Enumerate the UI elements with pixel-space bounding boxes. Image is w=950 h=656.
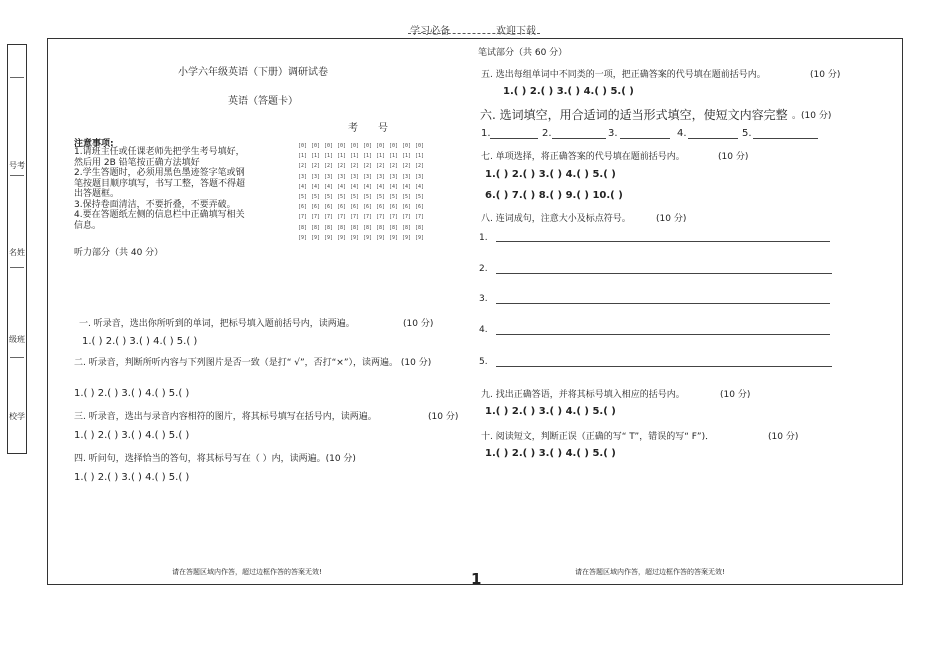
id-bubble[interactable]: [7] (389, 214, 399, 221)
q8-score: (10 分) (656, 214, 687, 224)
id-bubble[interactable]: [5] (337, 194, 347, 200)
q9-score: (10 分) (720, 390, 751, 400)
q8-answer-line-5[interactable] (496, 366, 832, 367)
id-bubble[interactable]: [0] (363, 143, 373, 149)
q2-title (74, 357, 474, 369)
id-bubble[interactable]: [6] (298, 204, 308, 211)
q1-score: (10 分) (403, 319, 434, 329)
id-bubble[interactable]: [3] (402, 173, 412, 180)
id-bubble[interactable]: [4] (363, 183, 373, 190)
id-bubble[interactable]: [3] (363, 173, 373, 180)
q6-blank-label: 2. (542, 128, 552, 139)
id-bubble[interactable]: [9] (324, 234, 334, 241)
q2-score: (10 分) (400, 358, 432, 368)
id-bubble[interactable]: [1] (337, 153, 347, 160)
notice-item: 1.请班主任或任课老师先把学生考号填好，然后用 2B 铅笔按正确方法填好 (74, 147, 245, 168)
footer-left-note: 请在答题区域内作答，超过边框作答的答案无效! (172, 568, 322, 576)
q10-score: (10 分) (768, 432, 799, 442)
q8-line-label: 4. (479, 325, 488, 335)
id-bubble[interactable]: [1] (363, 153, 373, 160)
id-bubble[interactable]: [2] (389, 163, 399, 170)
id-bubble[interactable]: [4] (298, 183, 308, 190)
id-bubble[interactable]: [7] (402, 214, 412, 221)
id-bubble[interactable]: [5] (415, 194, 425, 200)
q3-answers[interactable]: 1.( ) 2.( ) 3.( ) 4.( ) 5.( ) (74, 430, 190, 441)
id-bubble[interactable]: [9] (415, 234, 425, 241)
q3-title: 三. 听录音，选出与录音内容相符的图片，将其标号填写在括号内，读两遍。 (74, 412, 377, 422)
id-bubble[interactable]: [3] (415, 173, 425, 180)
id-bubble[interactable]: [7] (415, 214, 425, 221)
q7-score: (10 分) (718, 152, 749, 162)
q6-title: 六. 选词填空，用合适词的适当形式填空，使短文内容完整 (480, 108, 788, 122)
q7-title: 七. 单项选择，将正确答案的代号填在题前括号内。 (481, 152, 685, 162)
q6-blank-label: 4. (677, 128, 687, 139)
id-bubble[interactable]: [8] (298, 224, 308, 231)
id-bubble[interactable]: [9] (402, 234, 412, 241)
id-bubble[interactable]: [0] (389, 143, 399, 149)
q5-title: 五. 选出每组单词中不同类的一项，把正确答案的代号填在题前括号内。 (481, 70, 766, 80)
id-bubble[interactable]: [1] (415, 153, 425, 160)
id-bubble[interactable]: [4] (350, 183, 360, 190)
id-bubble[interactable]: [1] (389, 153, 399, 160)
q9-answers[interactable]: 1.( ) 2.( ) 3.( ) 4.( ) 5.( ) (485, 406, 616, 417)
id-bubble[interactable]: [2] (298, 163, 308, 170)
id-bubble[interactable]: [5] (376, 194, 386, 200)
id-bubble[interactable]: [9] (363, 234, 373, 241)
q10-title: 十. 阅读短文，判断正误（正确的写“ T”，错误的写“ F”)． (481, 432, 715, 442)
id-bubble[interactable]: [1] (311, 153, 321, 160)
id-bubble[interactable]: [0] (402, 143, 412, 149)
id-bubble[interactable]: [7] (311, 214, 321, 221)
id-bubble[interactable]: [6] (376, 204, 386, 211)
id-bubble[interactable]: [3] (350, 173, 360, 180)
id-bubble[interactable]: [4] (324, 183, 334, 190)
q8-answer-line-3[interactable] (496, 303, 830, 304)
id-bubble[interactable]: [0] (376, 143, 386, 149)
q8-title: 八. 连词成句，注意大小及标点符号。 (481, 214, 631, 224)
id-bubble[interactable]: [6] (311, 204, 321, 211)
id-bubble[interactable]: [1] (324, 153, 334, 160)
id-bubble[interactable]: [9] (389, 234, 399, 241)
id-bubble[interactable]: [8] (389, 224, 399, 231)
id-bubble[interactable]: [5] (324, 194, 334, 200)
header-left: 学习必备 (410, 26, 450, 37)
q4-title: 四. 听问句，选择恰当的答句，将其标号写在（ ）内，读两遍。(10 分) (74, 454, 356, 464)
q8-answer-line-1[interactable] (496, 241, 830, 242)
id-bubble[interactable]: [8] (350, 224, 360, 231)
id-bubble[interactable]: [5] (363, 194, 373, 200)
exam-id-label: 考 号 (348, 123, 388, 134)
id-bubble[interactable]: [5] (298, 194, 308, 200)
notice-heading: 注意事项: (74, 139, 114, 149)
sidebar-label-name: 名姓 (9, 248, 25, 257)
id-bubble[interactable]: [4] (415, 183, 425, 190)
q2-title-text: 二. 听录音，判断所听内容与下列图片是否一致（是打“ √”，否打“×”），读两遍。 (74, 358, 399, 368)
id-bubble[interactable]: [0] (298, 143, 308, 149)
id-bubble[interactable]: [4] (337, 183, 347, 190)
id-bubble[interactable]: [8] (363, 224, 373, 231)
info-sidebar (7, 44, 27, 454)
q6-blank-label: 1. (481, 128, 491, 139)
id-bubble[interactable]: [9] (376, 234, 386, 241)
id-bubble[interactable]: [3] (389, 173, 399, 180)
listening-heading: 听力部分（共 40 分） (74, 248, 164, 258)
id-bubble[interactable]: [2] (311, 163, 321, 170)
q1-answers[interactable]: 1.( ) 2.( ) 3.( ) 4.( ) 5.( ) (82, 336, 198, 347)
q8-line-label: 1. (479, 233, 488, 243)
notice-item: 3.保持卷面清洁，不要折叠，不要弄破。 (74, 199, 236, 210)
exam-subtitle: 英语（答题卡） (228, 96, 298, 107)
id-bubble[interactable]: [2] (376, 163, 386, 170)
header-divider (408, 33, 540, 34)
notice-item: 4.要在答题纸左侧的信息栏中正确填写相关信息。 (74, 210, 245, 231)
q5-score: (10 分) (810, 70, 841, 80)
id-bubble[interactable]: [8] (376, 224, 386, 231)
notice-item: 2.学生答题时，必须用黑色墨迹签字笔或钢笔按题目顺序填写，书写工整，答题不得超出答题框。 (74, 168, 246, 199)
q8-line-label: 5. (479, 357, 488, 367)
q6-blank-label: 5. (742, 128, 752, 139)
id-bubble[interactable]: [7] (337, 214, 347, 221)
id-bubble[interactable]: [5] (389, 194, 399, 200)
id-bubble[interactable]: [3] (311, 173, 321, 180)
q2-answers[interactable]: 1.( ) 2.( ) 3.( ) 4.( ) 5.( ) (74, 388, 190, 399)
id-bubble[interactable]: [8] (402, 224, 412, 231)
exam-title: 小学六年级英语（下册）调研试卷 (178, 67, 328, 78)
id-bubble[interactable]: [6] (415, 204, 425, 211)
id-bubble[interactable]: [2] (337, 163, 347, 170)
q6-blank-4[interactable] (688, 138, 738, 139)
id-bubble[interactable]: [2] (402, 163, 412, 170)
sidebar-label-school: 校学 (9, 412, 25, 421)
id-bubble[interactable]: [2] (363, 163, 373, 170)
q7-answers-row2[interactable]: 6.( ) 7.( ) 8.( ) 9.( ) 10.( ) (485, 190, 623, 201)
q8-answer-line-4[interactable] (496, 334, 830, 335)
q6-blank-label: 3. (608, 128, 618, 139)
id-bubble[interactable]: [1] (298, 153, 308, 160)
q8-answer-line-2[interactable] (496, 273, 832, 274)
sidebar-label-id: 号考 (9, 161, 25, 170)
id-bubble[interactable]: [2] (415, 163, 425, 170)
id-bubble[interactable]: [6] (324, 204, 334, 211)
q8-line-label: 2. (479, 264, 488, 274)
id-bubble[interactable]: [1] (376, 153, 386, 160)
id-bubble[interactable]: [1] (350, 153, 360, 160)
q7-answers-row1[interactable]: 1.( ) 2.( ) 3.( ) 4.( ) 5.( ) (485, 169, 616, 180)
id-bubble[interactable]: [7] (376, 214, 386, 221)
footer-right-note: 请在答题区域内作答，超过边框作答的答案无效! (575, 568, 725, 576)
id-bubble[interactable]: [4] (311, 183, 321, 190)
id-bubble[interactable]: [3] (337, 173, 347, 180)
id-bubble[interactable]: [0] (311, 143, 321, 149)
id-bubble[interactable]: [3] (324, 173, 334, 180)
id-bubble[interactable]: [6] (350, 204, 360, 211)
id-bubble[interactable]: [7] (298, 214, 308, 221)
id-bubble[interactable]: [7] (350, 214, 360, 221)
id-bubble[interactable]: [7] (324, 214, 334, 221)
id-bubble[interactable]: [9] (337, 234, 347, 241)
q6-blank-5[interactable] (753, 138, 818, 139)
id-bubble[interactable]: [9] (298, 234, 308, 241)
sidebar-label-class: 级班 (9, 335, 25, 344)
q6-score: 。(10 分) (792, 111, 832, 121)
id-bubble[interactable]: [9] (350, 234, 360, 241)
q8-line-label: 3. (479, 294, 488, 304)
q6-blank-2[interactable] (552, 138, 606, 139)
id-bubble[interactable]: [0] (350, 143, 360, 149)
id-bubble[interactable]: [6] (389, 204, 399, 211)
page-number: 1 (471, 570, 482, 588)
q10-answers[interactable]: 1.( ) 2.( ) 3.( ) 4.( ) 5.( ) (485, 448, 616, 459)
id-bubble[interactable]: [4] (376, 183, 386, 190)
id-bubble[interactable]: [6] (363, 204, 373, 211)
id-bubble[interactable]: [6] (402, 204, 412, 211)
id-bubble[interactable]: [0] (415, 143, 425, 149)
id-bubble[interactable]: [4] (402, 183, 412, 190)
q9-title: 九. 找出正确答语，并将其标号填入相应的括号内。 (481, 390, 685, 400)
q1-title: 一. 听录音，选出你所听到的单词，把标号填入题前括号内，读两遍。 (79, 319, 355, 329)
id-bubble[interactable]: [5] (350, 194, 360, 200)
id-bubble[interactable]: [0] (324, 143, 334, 149)
id-bubble[interactable]: [8] (415, 224, 425, 231)
q5-answers[interactable]: 1.( ) 2.( ) 3.( ) 4.( ) 5.( ) (503, 86, 634, 97)
id-bubble[interactable]: [5] (402, 194, 412, 200)
id-bubble[interactable]: [5] (311, 194, 321, 200)
id-bubble[interactable]: [8] (337, 224, 347, 231)
id-bubble[interactable]: [3] (376, 173, 386, 180)
q6-blank-1[interactable] (490, 138, 538, 139)
id-bubble[interactable]: [6] (337, 204, 347, 211)
id-bubble[interactable]: [7] (363, 214, 373, 221)
q4-answers[interactable]: 1.( ) 2.( ) 3.( ) 4.( ) 5.( ) (74, 472, 190, 483)
id-bubble[interactable]: [1] (402, 153, 412, 160)
id-bubble[interactable]: [0] (337, 143, 347, 149)
id-bubble[interactable]: [2] (350, 163, 360, 170)
id-bubble[interactable]: [8] (324, 224, 334, 231)
id-bubble[interactable]: [8] (311, 224, 321, 231)
id-bubble[interactable]: [9] (311, 234, 321, 241)
q6-blank-3[interactable] (620, 138, 670, 139)
id-bubble[interactable]: [4] (389, 183, 399, 190)
header-right: 欢迎下载 (496, 26, 536, 37)
notice-list (74, 147, 252, 231)
q3-score: (10 分) (428, 412, 459, 422)
id-bubble[interactable]: [2] (324, 163, 334, 170)
written-heading: 笔试部分（共 60 分） (478, 48, 568, 58)
id-bubble[interactable]: [3] (298, 173, 308, 180)
